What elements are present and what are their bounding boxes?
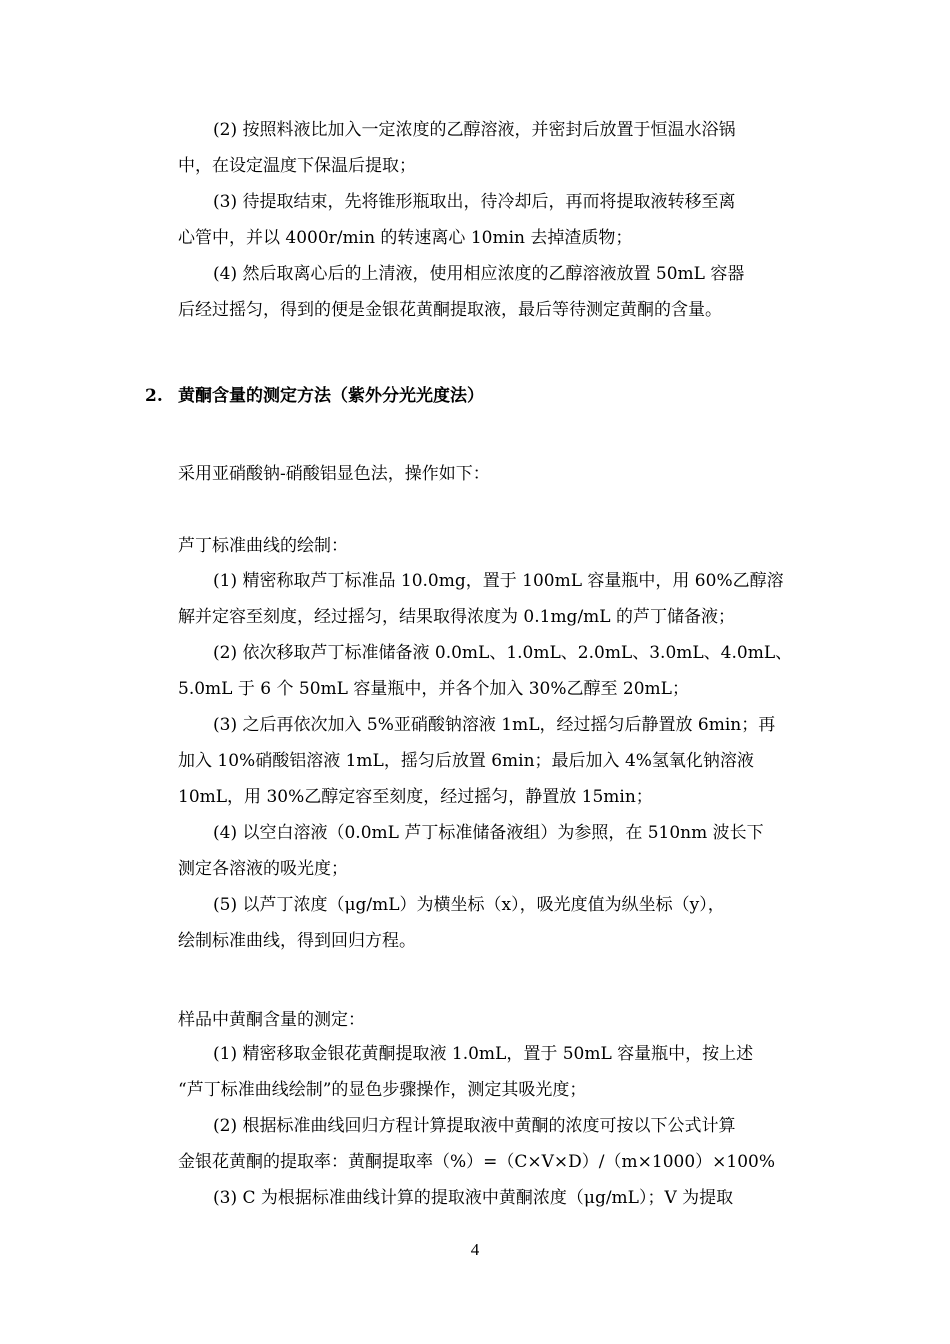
paragraph-line: 绘制标准曲线，得到回归方程。 bbox=[178, 931, 416, 951]
paragraph-line: (3) 之后再依次加入 5%亚硝酸钠溶液 1mL，经过摇匀后静置放 6min；再 bbox=[213, 715, 776, 735]
paragraph-line: (4) 然后取离心后的上清液，使用相应浓度的乙醇溶液放置 50mL 容器 bbox=[213, 264, 745, 284]
paragraph-line: 10mL，用 30%乙醇定容至刻度，经过摇匀，静置放 15min； bbox=[178, 787, 653, 807]
paragraph-line: 中，在设定温度下保温后提取； bbox=[178, 156, 416, 176]
paragraph-line: (3) 待提取结束，先将锥形瓶取出，待冷却后，再而将提取液转移至离 bbox=[213, 192, 736, 212]
paragraph-line: 后经过摇匀，得到的便是金银花黄酮提取液，最后等待测定黄酮的含量。 bbox=[178, 300, 722, 320]
paragraph-line: 心管中，并以 4000r/min 的转速离心 10min 去掉渣质物； bbox=[178, 228, 633, 248]
paragraph-line: (1) 精密移取金银花黄酮提取液 1.0mL，置于 50mL 容量瓶中，按上述 bbox=[213, 1044, 754, 1064]
section-title: 黄酮含量的测定方法（紫外分光光度法） bbox=[178, 386, 484, 406]
paragraph-line: (5) 以芦丁浓度（μg/mL）为横坐标（x），吸光度值为纵坐标（y）， bbox=[213, 895, 725, 915]
paragraph-line: (2) 按照料液比加入一定浓度的乙醇溶液，并密封后放置于恒温水浴锅 bbox=[213, 120, 736, 140]
section-number: 2. bbox=[145, 386, 163, 406]
subsection-title: 样品中黄酮含量的测定： bbox=[178, 1010, 365, 1030]
paragraph-line: 解并定容至刻度，经过摇匀，结果取得浓度为 0.1mg/mL 的芦丁储备液； bbox=[178, 607, 735, 627]
subsection-title: 芦丁标准曲线的绘制： bbox=[178, 536, 348, 556]
paragraph-line: 测定各溶液的吸光度； bbox=[178, 859, 348, 879]
paragraph-line: (2) 根据标准曲线回归方程计算提取液中黄酮的浓度可按以下公式计算 bbox=[213, 1116, 736, 1136]
paragraph-line: (2) 依次移取芦丁标准储备液 0.0mL、1.0mL、2.0mL、3.0mL、4.0mL、 bbox=[213, 643, 793, 663]
paragraph-line: (3) C 为根据标准曲线计算的提取液中黄酮浓度（μg/mL）；V 为提取 bbox=[213, 1188, 734, 1208]
paragraph-line: “芦丁标准曲线绘制”的显色步骤操作，测定其吸光度； bbox=[178, 1080, 587, 1100]
page-number: 4 bbox=[470, 1240, 480, 1259]
paragraph-line: 加入 10%硝酸铝溶液 1mL，摇匀后放置 6min；最后加入 4%氢氧化钠溶液 bbox=[178, 751, 754, 771]
paragraph-line: (4) 以空白溶液（0.0mL 芦丁标准储备液组）为参照，在 510nm 波长下 bbox=[213, 823, 764, 843]
intro-text: 采用亚硝酸钠-硝酸铝显色法，操作如下： bbox=[178, 464, 490, 484]
paragraph-line: 金银花黄酮的提取率：黄酮提取率（%）=（C×V×D）/（m×1000）×100% bbox=[178, 1152, 775, 1172]
paragraph-line: (1) 精密称取芦丁标准品 10.0mg，置于 100mL 容量瓶中，用 60%乙醇溶 bbox=[213, 571, 784, 591]
paragraph-line: 5.0mL 于 6 个 50mL 容量瓶中，并各个加入 30%乙醇至 20mL； bbox=[178, 679, 689, 699]
